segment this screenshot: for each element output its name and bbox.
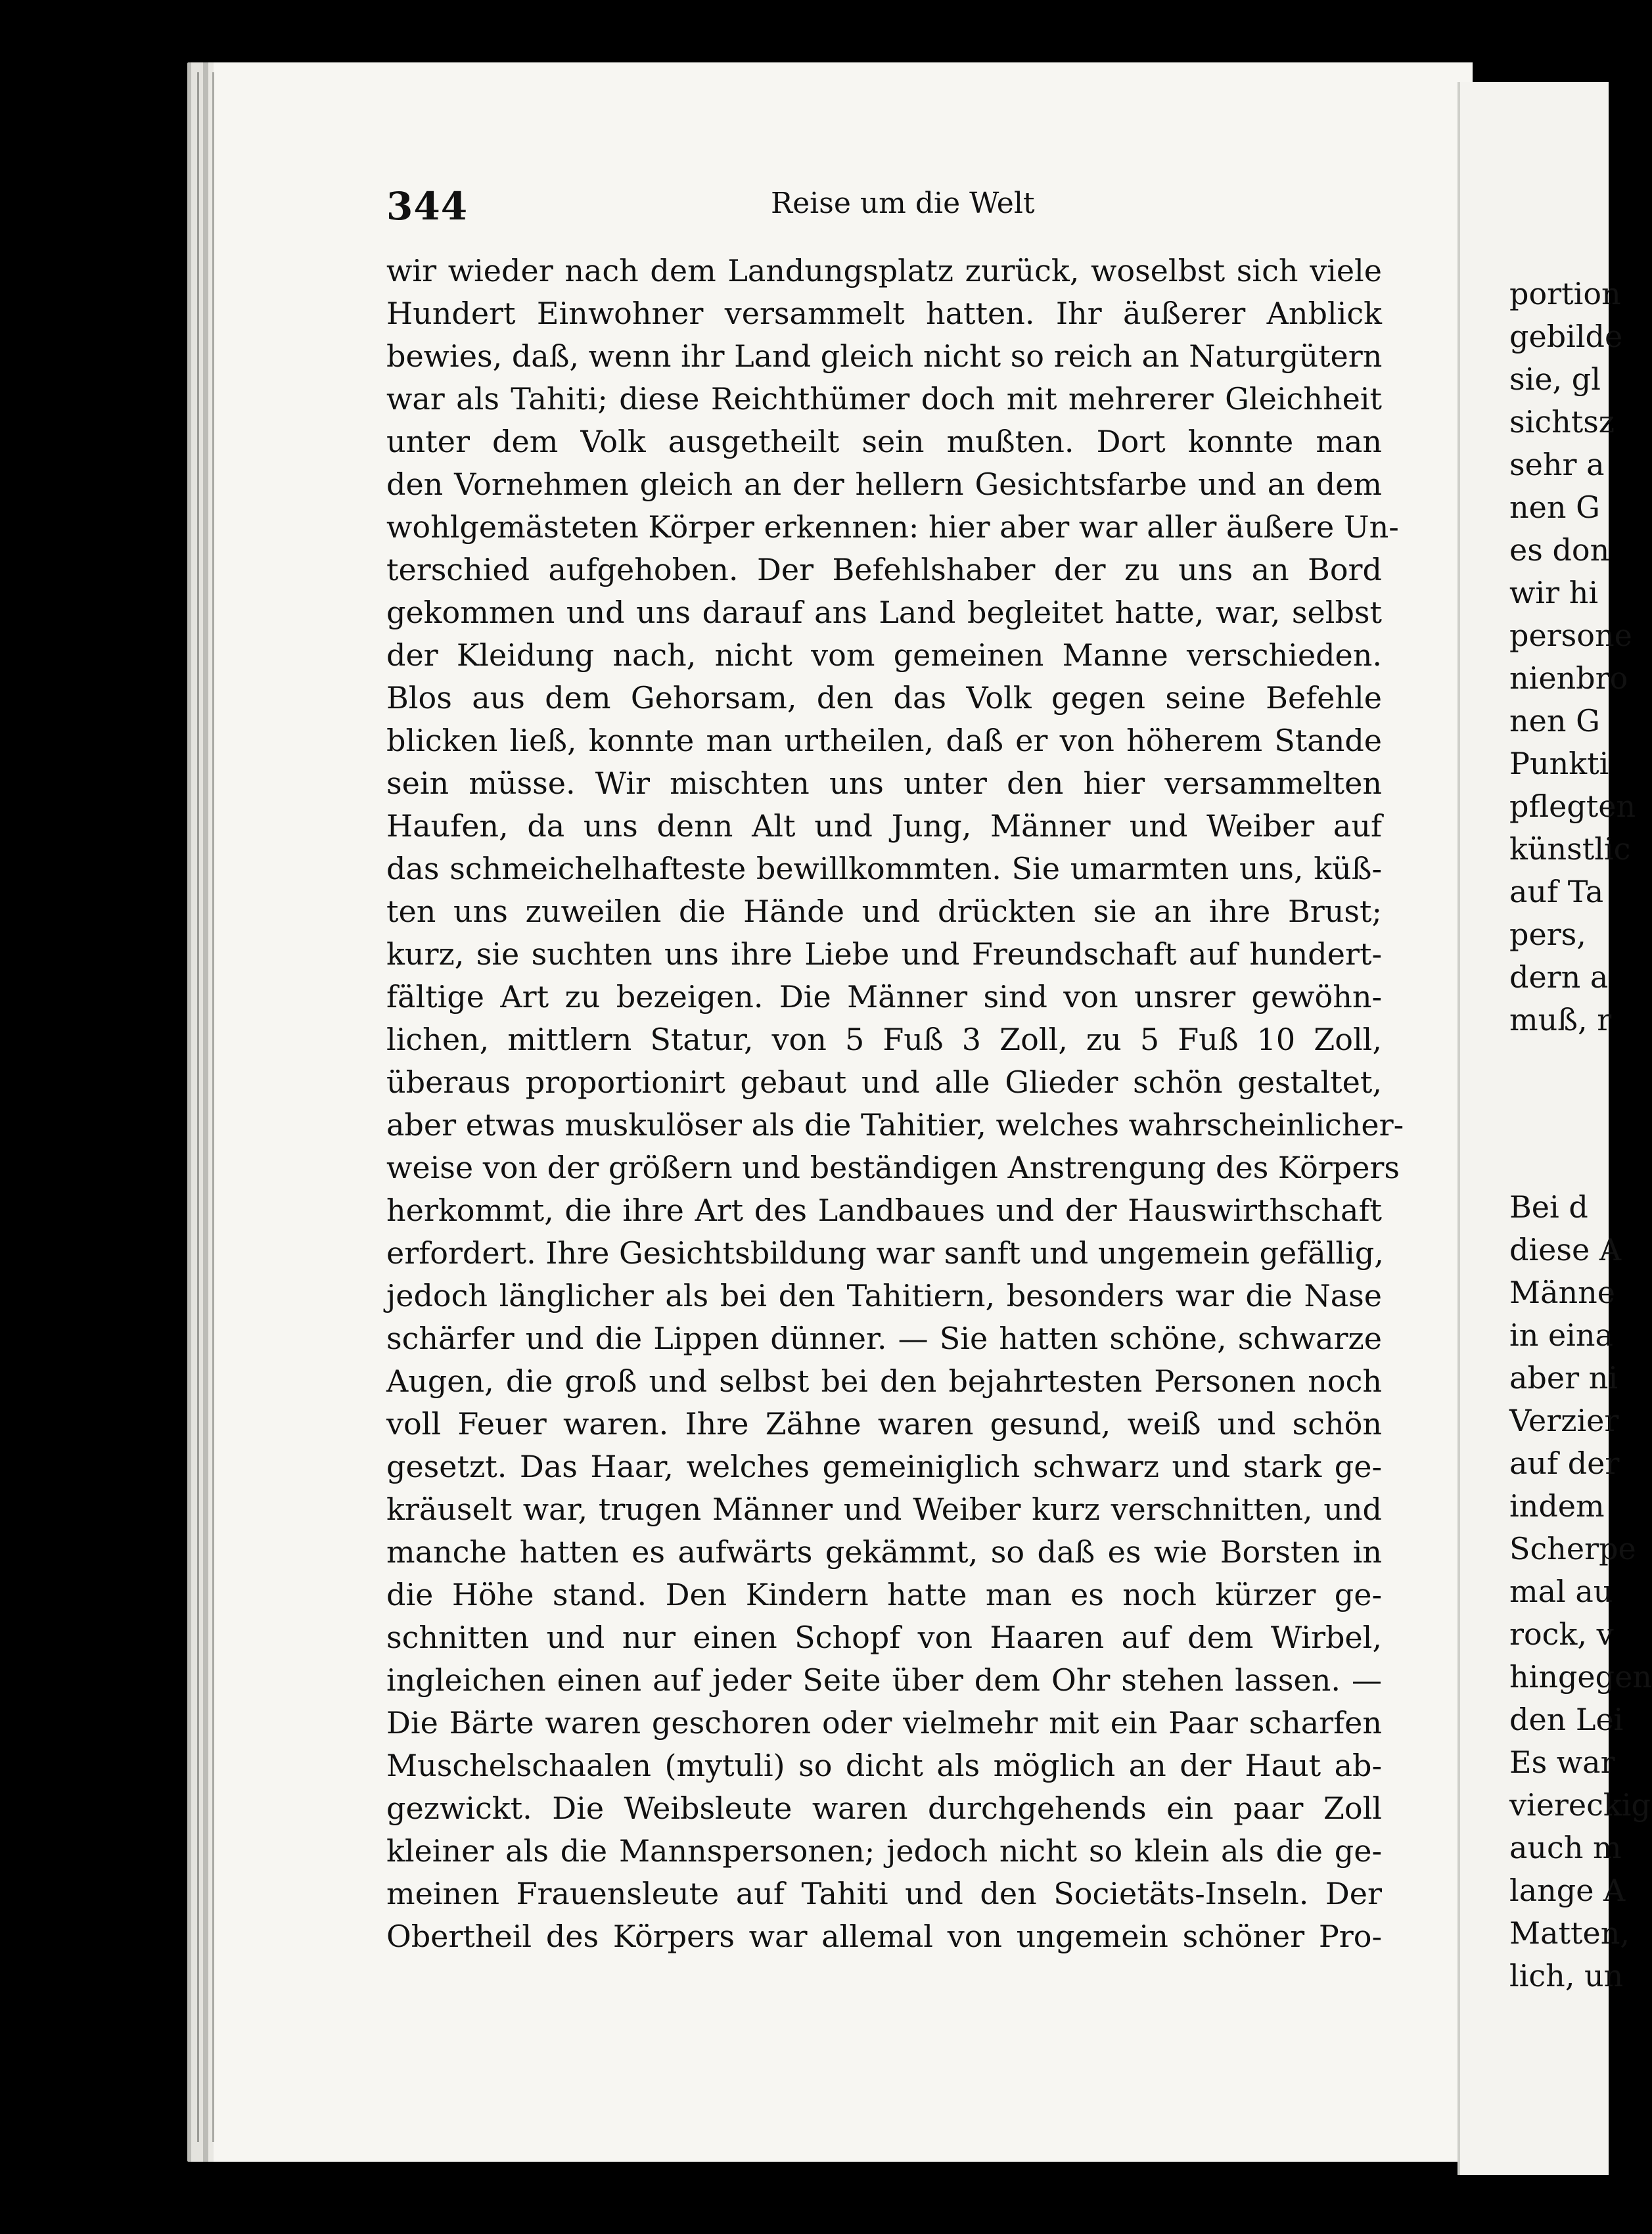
text-line: der Kleidung nach, nicht vom gemeinen Manne verschieden.	[386, 637, 1382, 673]
text-line: wohlgemästeten Körper erkennen: hier aber war aller äußere Un-	[386, 509, 1399, 545]
right-text-line: pers,	[1509, 917, 1586, 952]
text-line: voll Feuer waren. Ihre Zähne waren gesund, weiß und schön	[386, 1406, 1382, 1442]
right-text-line: rock, v	[1509, 1616, 1614, 1652]
text-line: überaus proportionirt gebaut und alle Glieder schön gestaltet,	[386, 1064, 1382, 1100]
right-text-line: den Lei	[1509, 1702, 1624, 1737]
text-line: Hundert Einwohner versammelt hatten. Ihr äußerer Anblick	[386, 296, 1382, 331]
right-text-line: portion	[1509, 276, 1621, 311]
right-text-line: diese A	[1509, 1232, 1622, 1267]
text-line: die Höhe stand. Den Kindern hatte man es noch kürzer ge-	[386, 1577, 1382, 1612]
text-line: weise von der größern und beständigen Anstrengung des Körpers	[386, 1150, 1400, 1185]
right-text-line: lich, un	[1509, 1958, 1624, 1994]
right-text-line: auf Ta	[1509, 874, 1604, 909]
text-line: schärfer und die Lippen dünner. — Sie hatten schöne, schwarze	[386, 1321, 1382, 1356]
text-line: war als Tahiti; diese Reichthümer doch mit mehrerer Gleichheit	[386, 381, 1382, 417]
text-line: den Vornehmen gleich an der hellern Gesichtsfarbe und an dem	[386, 467, 1382, 502]
right-text-line: pflegten	[1509, 788, 1636, 824]
text-line: sein müsse. Wir mischten uns unter den hier versammelten	[386, 765, 1382, 801]
section-gap	[1509, 1041, 1652, 1186]
right-text-line: nienbro	[1509, 660, 1628, 696]
text-line: kleiner als die Mannspersonen; jedoch nicht so klein als die ge-	[386, 1833, 1382, 1869]
right-text-line: es don	[1509, 532, 1610, 568]
right-text-line: lange A	[1509, 1873, 1626, 1908]
right-text-line: Matten,	[1509, 1915, 1630, 1951]
right-text-line: Punkti	[1509, 746, 1609, 781]
right-text-line: persone	[1509, 618, 1632, 653]
text-line: Blos aus dem Gehorsam, den das Volk gegen seine Befehle	[386, 680, 1382, 716]
right-text-line: künstlic	[1509, 831, 1631, 867]
text-line: gesetzt. Das Haar, welches gemeiniglich schwarz und stark ge-	[386, 1449, 1382, 1484]
right-text-line: aber ni	[1509, 1360, 1618, 1396]
text-line: kurz, sie suchten uns ihre Liebe und Freundschaft auf hundert-	[386, 936, 1382, 972]
right-text-line: nen G	[1509, 703, 1600, 739]
running-head: Reise um die Welt	[771, 187, 1035, 220]
text-line: Muschelschaalen (mytuli) so dicht als möglich an der Haut ab-	[386, 1748, 1382, 1783]
text-line: schnitten und nur einen Schopf von Haaren auf dem Wirbel,	[386, 1620, 1382, 1655]
text-line: erfordert. Ihre Gesichtsbildung war sanft und ungemein gefällig,	[386, 1235, 1384, 1271]
text-line: manche hatten es aufwärts gekämmt, so daß es wie Borsten in	[386, 1534, 1382, 1570]
text-line: Haufen, da uns denn Alt und Jung, Männer und Weiber auf	[386, 808, 1382, 844]
text-line: wir wieder nach dem Landungsplatz zurück, woselbst sich viele	[386, 253, 1382, 288]
right-page-text	[1509, 273, 1652, 1997]
text-line: fältige Art zu bezeigen. Die Männer sind von unsrer gewöhn-	[386, 979, 1382, 1014]
right-text-line: indem	[1509, 1488, 1605, 1524]
text-line: jedoch länglicher als bei den Tahitiern, besonders war die Nase	[386, 1278, 1382, 1313]
body-text	[386, 250, 1404, 1958]
text-line: herkommt, die ihre Art des Landbaues und der Hauswirthschaft	[386, 1193, 1382, 1228]
right-text-line: Scherpe	[1509, 1531, 1636, 1566]
right-text-line: viereckig	[1509, 1787, 1651, 1823]
text-line: gezwickt. Die Weibsleute waren durchgehends ein paar Zoll	[386, 1790, 1382, 1826]
text-line: blicken ließ, konnte man urtheilen, daß er von höherem Stande	[386, 723, 1382, 758]
text-line: ten uns zuweilen die Hände und drückten sie an ihre Brust;	[386, 894, 1382, 929]
right-text-line: auch m	[1509, 1830, 1622, 1865]
text-line: kräuselt war, trugen Männer und Weiber kurz verschnitten, und	[386, 1492, 1382, 1527]
right-text-line: Männe	[1509, 1275, 1615, 1310]
text-line: gekommen und uns darauf ans Land begleitet hatte, war, selbst	[386, 595, 1382, 630]
text-line: Die Bärte waren geschoren oder vielmehr mit ein Paar scharfen	[386, 1705, 1382, 1741]
right-text-line: mal au	[1509, 1574, 1613, 1609]
text-line: unter dem Volk ausgetheilt sein mußten. Dort konnte man	[386, 424, 1382, 459]
right-text-line: Es war	[1509, 1744, 1615, 1780]
right-text-line: Verzier	[1509, 1403, 1619, 1438]
text-line: aber etwas muskulöser als die Tahitier, welches wahrscheinlicher-	[386, 1107, 1404, 1143]
text-line: meinen Frauensleute auf Tahiti und den Societäts-Inseln. Der	[386, 1876, 1382, 1911]
text-line: lichen, mittlern Statur, von 5 Fuß 3 Zoll, zu 5 Fuß 10 Zoll,	[386, 1022, 1382, 1057]
text-line: bewies, daß, wenn ihr Land gleich nicht so reich an Naturgütern	[386, 338, 1383, 374]
right-text-line: auf der	[1509, 1446, 1620, 1481]
text-line: terschied aufgehoben. Der Befehlshaber der zu uns an Bord	[386, 552, 1382, 587]
right-text-line: sehr a	[1509, 447, 1605, 482]
text-line: das schmeichelhafteste bewillkommten. Sie umarmten uns, küß-	[386, 851, 1382, 886]
right-page	[1457, 82, 1652, 2175]
right-text-line: sie, gl	[1509, 361, 1601, 397]
right-text-line: gebilde	[1509, 319, 1623, 354]
right-text-line: hingegen	[1509, 1659, 1652, 1695]
right-text-line: dern a	[1509, 959, 1609, 995]
text-line: Augen, die groß und selbst bei den bejahrtesten Personen noch	[386, 1363, 1382, 1399]
right-text-line: wir hi	[1509, 575, 1599, 610]
right-text-line: Bei d	[1509, 1189, 1588, 1225]
page-stack-edge	[197, 72, 214, 2142]
right-text-line: sichtsz	[1509, 404, 1615, 440]
page-number: 344	[386, 184, 469, 229]
right-text-line: in eina	[1509, 1317, 1613, 1353]
right-text-line: nen G	[1509, 490, 1600, 525]
right-text-line: muß, r	[1509, 1002, 1612, 1037]
text-line: Obertheil des Körpers war allemal von ungemein schöner Pro-	[386, 1919, 1382, 1954]
text-line: ingleichen einen auf jeder Seite über dem Ohr stehen lassen. —	[386, 1662, 1382, 1698]
